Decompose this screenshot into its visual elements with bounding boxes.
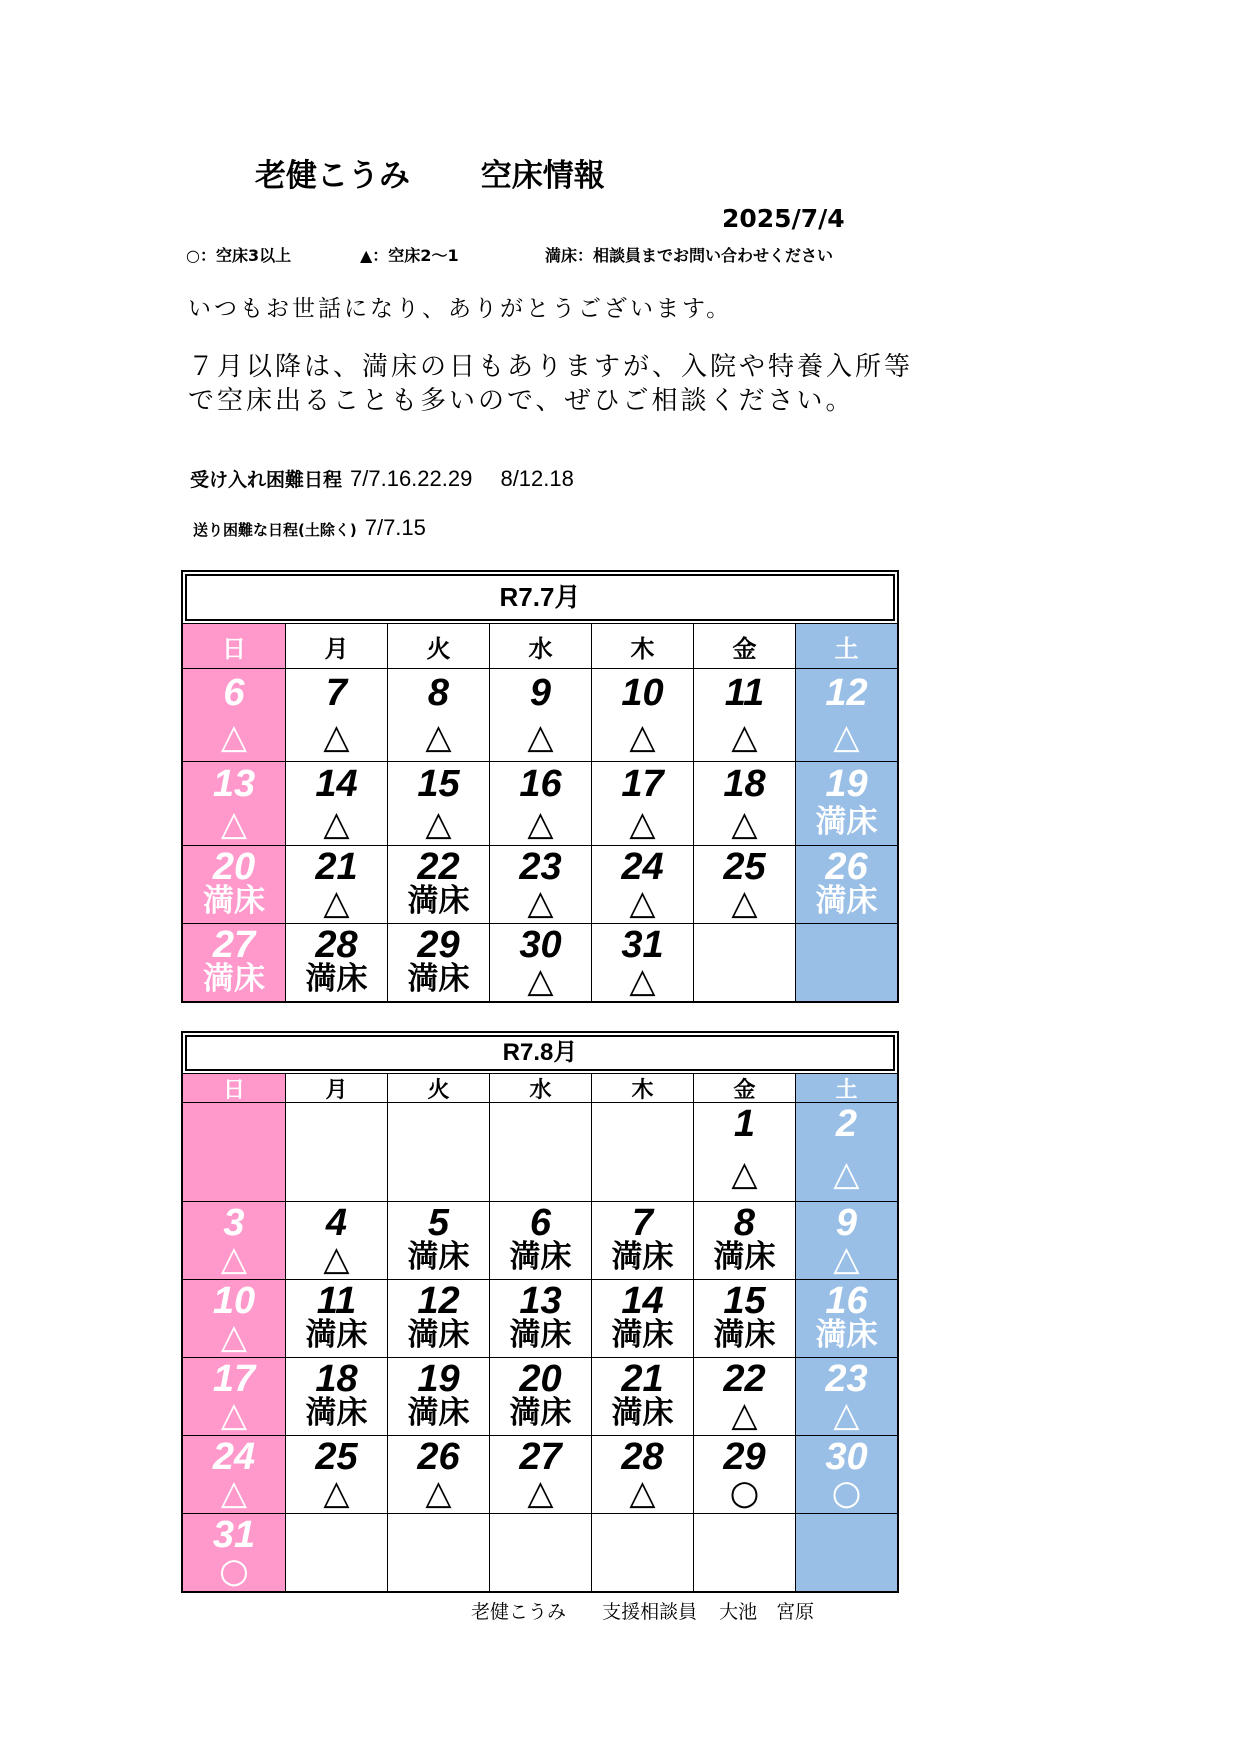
weekday-header: 日 — [183, 1074, 285, 1102]
day-number: 2 — [835, 1103, 858, 1145]
day-cell — [489, 1202, 591, 1279]
day-cell — [591, 1202, 693, 1279]
calendar-august — [181, 1031, 899, 1593]
day-cell — [591, 1280, 693, 1357]
status-mark: △ — [731, 1395, 758, 1435]
day-number: 15 — [723, 1280, 766, 1322]
status-mark: △ — [425, 804, 452, 844]
day-number: 22 — [723, 1358, 766, 1400]
weekday-header: 金 — [693, 624, 795, 668]
day-cell — [591, 669, 693, 761]
week-row — [183, 845, 897, 923]
day-number: 17 — [621, 763, 664, 805]
day-number: 11 — [724, 672, 765, 714]
day-cell — [795, 1436, 897, 1513]
difficult-accept-dates — [190, 462, 574, 493]
weekday-header: 土 — [795, 624, 897, 668]
status-full: 満床 — [815, 1317, 878, 1353]
weekday-header: 月 — [285, 624, 387, 668]
status-mark: △ — [323, 1239, 350, 1279]
day-cell — [489, 1436, 591, 1513]
day-cell — [693, 1202, 795, 1279]
status-mark: △ — [731, 883, 758, 923]
day-cell — [693, 1436, 795, 1513]
day-number: 8 — [427, 672, 450, 714]
footer-contact — [471, 1597, 814, 1624]
status-full: 満床 — [509, 1239, 572, 1275]
day-cell — [693, 924, 795, 1001]
status-mark: △ — [731, 1154, 758, 1194]
day-number: 8 — [733, 1202, 756, 1244]
day-cell — [489, 1358, 591, 1435]
status-mark: △ — [527, 883, 554, 923]
status-full: 満床 — [509, 1395, 572, 1431]
day-cell — [387, 1280, 489, 1357]
day-cell — [387, 846, 489, 923]
status-mark: △ — [323, 1473, 350, 1513]
difficult-send-label: 送り困難な日程(土除く) — [193, 521, 357, 539]
status-full: 満床 — [611, 1317, 674, 1353]
week-row — [183, 668, 897, 761]
status-mark: △ — [425, 717, 452, 757]
weekday-header: 日 — [183, 624, 285, 668]
day-cell — [183, 1358, 285, 1435]
status-full: 満床 — [815, 883, 878, 919]
day-number: 3 — [223, 1202, 245, 1244]
day-cell — [183, 1202, 285, 1279]
day-number: 12 — [417, 1280, 460, 1322]
status-mark: △ — [220, 717, 248, 757]
day-cell — [693, 1280, 795, 1357]
status-mark: △ — [323, 883, 350, 923]
day-number: 20 — [212, 846, 256, 888]
status-full: 満床 — [407, 1317, 470, 1353]
status-mark: ○ — [729, 1473, 760, 1513]
day-number: 9 — [835, 1202, 858, 1244]
day-cell — [693, 1358, 795, 1435]
day-number: 28 — [621, 1436, 664, 1478]
status-mark: △ — [629, 717, 656, 757]
day-cell — [489, 762, 591, 845]
day-cell — [795, 762, 897, 845]
status-mark: △ — [323, 804, 350, 844]
day-number: 31 — [621, 924, 664, 966]
day-number: 23 — [519, 846, 562, 888]
status-full: 満床 — [815, 804, 878, 840]
day-number: 13 — [519, 1280, 562, 1322]
day-number: 1 — [733, 1103, 756, 1145]
day-cell — [795, 1358, 897, 1435]
week-row — [183, 1279, 897, 1357]
day-number: 25 — [315, 1436, 358, 1478]
day-cell — [591, 1514, 693, 1591]
legend-circle: ○：空床3以上 — [186, 246, 292, 265]
day-cell — [591, 1436, 693, 1513]
calendar-july — [181, 570, 899, 1003]
status-full: 満床 — [305, 1317, 368, 1353]
legend-full: 満床：相談員までお問い合わせください — [545, 246, 834, 265]
day-number: 22 — [417, 846, 460, 888]
status-full: 満床 — [305, 1395, 368, 1431]
day-number: 13 — [212, 763, 256, 805]
week-row — [183, 1201, 897, 1279]
status-full: 満床 — [509, 1317, 572, 1353]
calendar-title: R7.8月 — [185, 1035, 895, 1071]
day-number: 21 — [315, 846, 358, 888]
day-number: 23 — [825, 1358, 868, 1400]
status-mark: △ — [220, 1317, 248, 1357]
day-number: 14 — [315, 763, 358, 805]
day-number: 25 — [723, 846, 766, 888]
weekday-header: 金 — [693, 1074, 795, 1102]
weekday-header-row — [183, 1073, 897, 1102]
day-number: 24 — [621, 846, 664, 888]
issue-date: 2025/7/4 — [722, 204, 845, 233]
day-cell — [285, 762, 387, 845]
day-cell — [183, 924, 285, 1001]
day-number: 12 — [825, 672, 868, 714]
day-cell — [591, 762, 693, 845]
day-cell — [387, 669, 489, 761]
status-full: 満床 — [611, 1239, 674, 1275]
day-cell — [387, 1202, 489, 1279]
day-number: 21 — [621, 1358, 664, 1400]
day-cell — [183, 762, 285, 845]
day-number: 11 — [316, 1280, 357, 1322]
day-number: 29 — [417, 924, 460, 966]
day-cell — [285, 846, 387, 923]
day-cell — [489, 1514, 591, 1591]
status-mark: △ — [220, 804, 248, 844]
day-cell — [387, 1103, 489, 1201]
status-full: 満床 — [407, 1395, 470, 1431]
day-number: 6 — [529, 1202, 552, 1244]
day-cell — [489, 669, 591, 761]
weekday-header: 月 — [285, 1074, 387, 1102]
status-full: 満床 — [713, 1317, 776, 1353]
status-mark: △ — [833, 1154, 860, 1194]
week-row — [183, 761, 897, 845]
day-number: 18 — [723, 763, 766, 805]
day-number: 27 — [212, 924, 256, 966]
status-full: 満床 — [713, 1239, 776, 1275]
weekday-header: 土 — [795, 1074, 897, 1102]
status-mark: △ — [323, 717, 350, 757]
day-number: 14 — [621, 1280, 664, 1322]
day-number: 7 — [631, 1202, 654, 1244]
day-cell — [489, 1280, 591, 1357]
day-number: 7 — [325, 672, 348, 714]
day-cell — [183, 1436, 285, 1513]
legend-triangle: ▲：空床2～1 — [360, 246, 459, 265]
status-mark: △ — [833, 717, 860, 757]
status-full: 満床 — [305, 961, 368, 997]
day-cell — [591, 924, 693, 1001]
week-row — [183, 1357, 897, 1435]
day-number: 6 — [223, 672, 245, 714]
status-mark: △ — [731, 717, 758, 757]
day-number: 26 — [417, 1436, 460, 1478]
notice-line-2: で空床出ることも多いので、ぜひご相談ください。 — [188, 386, 855, 416]
status-mark: △ — [527, 717, 554, 757]
status-full: 満床 — [407, 961, 470, 997]
status-full: 満床 — [203, 883, 265, 919]
day-cell — [795, 669, 897, 761]
title-facility: 老健こうみ — [255, 158, 410, 194]
day-cell — [285, 1202, 387, 1279]
day-cell — [285, 1103, 387, 1201]
notice-line-1: ７月以降は、満床の日もありますが、入院や特養入所等 — [188, 352, 914, 382]
day-number: 28 — [315, 924, 358, 966]
day-cell — [183, 1514, 285, 1591]
weekday-header: 水 — [489, 1074, 591, 1102]
weekday-header: 木 — [591, 1074, 693, 1102]
status-mark: ○ — [831, 1473, 862, 1513]
day-cell — [387, 1358, 489, 1435]
status-mark: △ — [629, 1473, 656, 1513]
status-mark: ○ — [219, 1551, 249, 1591]
week-row — [183, 1102, 897, 1201]
day-cell — [387, 1514, 489, 1591]
day-cell — [795, 1103, 897, 1201]
weekday-header: 火 — [387, 1074, 489, 1102]
day-cell — [285, 1358, 387, 1435]
day-number: 9 — [529, 672, 552, 714]
day-cell — [489, 846, 591, 923]
status-full: 満床 — [611, 1395, 674, 1431]
status-mark: △ — [629, 961, 656, 1001]
day-cell — [489, 924, 591, 1001]
day-cell — [795, 924, 897, 1001]
status-mark: △ — [629, 804, 656, 844]
day-cell — [795, 846, 897, 923]
page-title — [255, 150, 605, 195]
day-cell — [693, 1103, 795, 1201]
day-cell — [285, 1280, 387, 1357]
day-cell — [183, 1280, 285, 1357]
day-number: 19 — [825, 763, 868, 805]
status-mark: △ — [731, 804, 758, 844]
day-number: 27 — [519, 1436, 562, 1478]
day-number: 17 — [212, 1358, 256, 1400]
difficult-send-dates — [193, 515, 426, 541]
day-cell — [489, 1103, 591, 1201]
day-cell — [693, 846, 795, 923]
status-full: 満床 — [203, 961, 265, 997]
day-number: 10 — [212, 1280, 256, 1322]
day-number: 4 — [325, 1202, 348, 1244]
day-cell — [387, 762, 489, 845]
day-cell — [183, 1103, 285, 1201]
footer-role: 支援相談員 — [602, 1601, 698, 1623]
week-row — [183, 1435, 897, 1513]
day-number: 16 — [825, 1280, 868, 1322]
day-number: 19 — [417, 1358, 460, 1400]
status-mark: △ — [527, 1473, 554, 1513]
day-cell — [693, 1514, 795, 1591]
week-row — [183, 1513, 897, 1591]
status-mark: △ — [425, 1473, 452, 1513]
week-row — [183, 923, 897, 1001]
status-full: 満床 — [407, 883, 470, 919]
day-cell — [795, 1514, 897, 1591]
footer-names: 大池 宮原 — [719, 1601, 815, 1623]
day-cell — [591, 1358, 693, 1435]
weekday-header: 火 — [387, 624, 489, 668]
day-cell — [591, 846, 693, 923]
day-cell — [591, 1103, 693, 1201]
status-mark: △ — [527, 804, 554, 844]
status-mark: △ — [220, 1395, 248, 1435]
status-mark: △ — [220, 1239, 248, 1279]
day-cell — [183, 669, 285, 761]
calendar-title: R7.7月 — [185, 574, 895, 621]
day-number: 30 — [825, 1436, 868, 1478]
day-cell — [387, 1436, 489, 1513]
day-number: 26 — [825, 846, 868, 888]
notice-paragraph — [188, 350, 988, 418]
weekday-header: 木 — [591, 624, 693, 668]
day-cell — [693, 669, 795, 761]
greeting: いつもお世話になり、ありがとうございます。 — [188, 296, 733, 322]
day-number: 10 — [621, 672, 664, 714]
day-number: 31 — [212, 1514, 256, 1556]
day-number: 20 — [519, 1358, 562, 1400]
day-number: 30 — [519, 924, 562, 966]
status-mark: △ — [629, 883, 656, 923]
day-number: 29 — [723, 1436, 766, 1478]
status-full: 満床 — [407, 1239, 470, 1275]
day-cell — [795, 1202, 897, 1279]
difficult-accept-label: 受け入れ困難日程 — [190, 469, 343, 491]
day-cell — [285, 1514, 387, 1591]
day-number: 24 — [212, 1436, 256, 1478]
weekday-header: 水 — [489, 624, 591, 668]
weekday-header-row — [183, 623, 897, 668]
day-cell — [285, 1436, 387, 1513]
day-number: 5 — [427, 1202, 450, 1244]
difficult-send-value: 7/7.15 — [364, 515, 426, 540]
day-cell — [387, 924, 489, 1001]
status-mark: △ — [833, 1239, 860, 1279]
difficult-accept-value: 7/7.16.22.29 8/12.18 — [350, 466, 574, 491]
day-number: 16 — [519, 763, 562, 805]
day-cell — [183, 846, 285, 923]
footer-facility: 老健こうみ — [471, 1601, 567, 1623]
day-cell — [285, 924, 387, 1001]
day-cell — [693, 762, 795, 845]
title-subject: 空床情報 — [480, 158, 605, 194]
day-cell — [285, 669, 387, 761]
status-mark: △ — [220, 1473, 248, 1513]
day-number: 18 — [315, 1358, 358, 1400]
day-cell — [795, 1280, 897, 1357]
status-mark: △ — [527, 961, 554, 1001]
status-mark: △ — [833, 1395, 860, 1435]
day-number: 15 — [417, 763, 460, 805]
